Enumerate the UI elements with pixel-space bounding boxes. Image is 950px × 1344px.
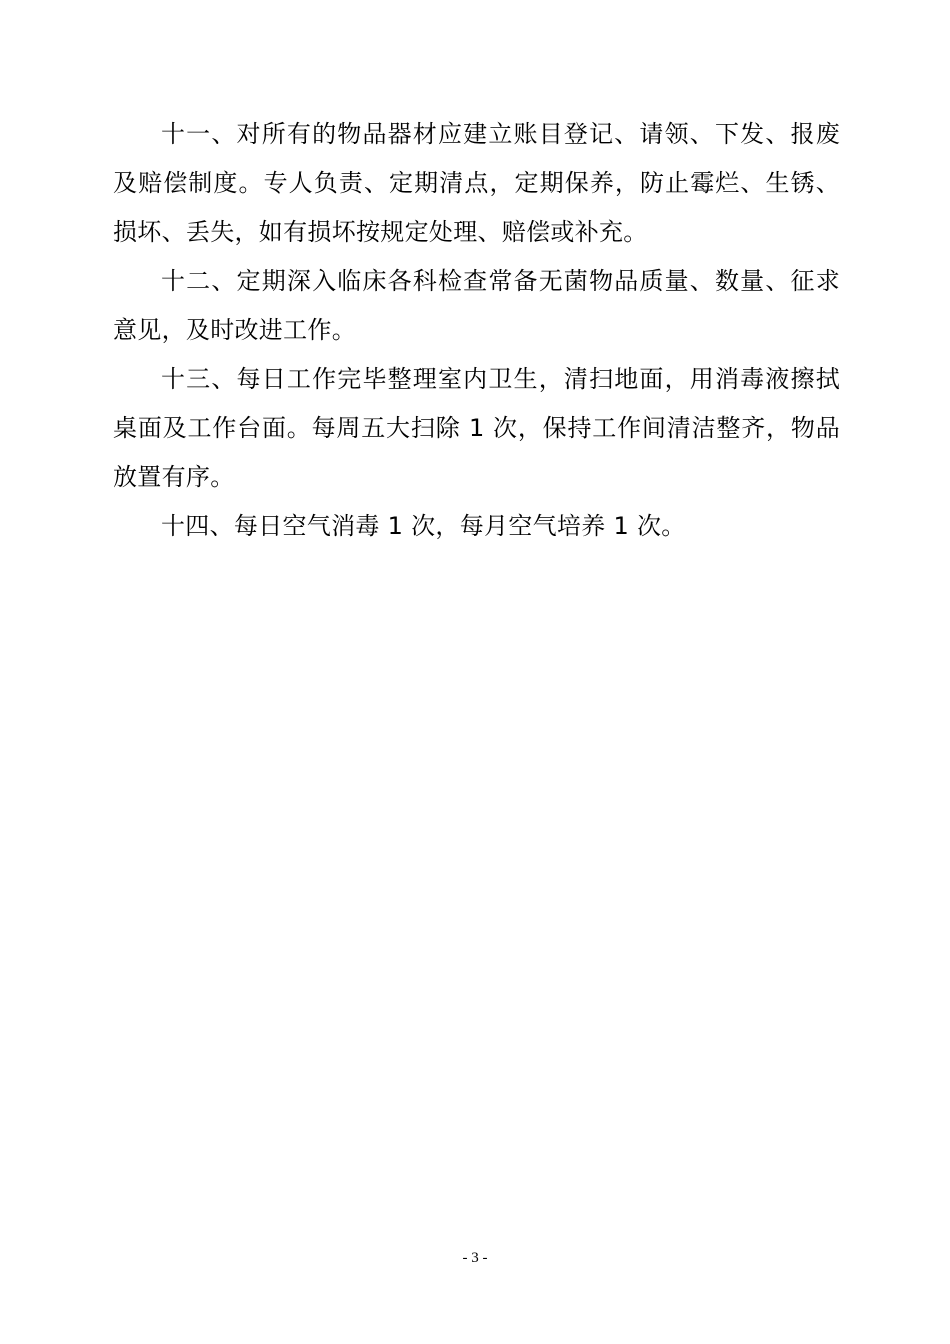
paragraph-item-14: 十四、每日空气消毒 1 次，每月空气培养 1 次。 <box>161 512 686 540</box>
page-number: - 3 - <box>462 1250 488 1266</box>
document-body <box>113 110 840 551</box>
paragraph-item-13: 十三、每日工作完毕整理室内卫生，清扫地面，用消毒液擦拭桌面及工作台面。每周五大扫除 1 次，保持工作间清洁整齐，物品放置有序。 <box>113 365 840 491</box>
paragraph-item-12: 十二、定期深入临床各科检查常备无菌物品质量、数量、征求意见，及时改进工作。 <box>113 267 840 344</box>
paragraph-item-11: 十一、对所有的物品器材应建立账目登记、请领、下发、报废及赔偿制度。专人负责、定期清点，定期保养，防止霉烂、生锈、损坏、丢失，如有损坏按规定处理、赔偿或补充。 <box>113 120 840 246</box>
